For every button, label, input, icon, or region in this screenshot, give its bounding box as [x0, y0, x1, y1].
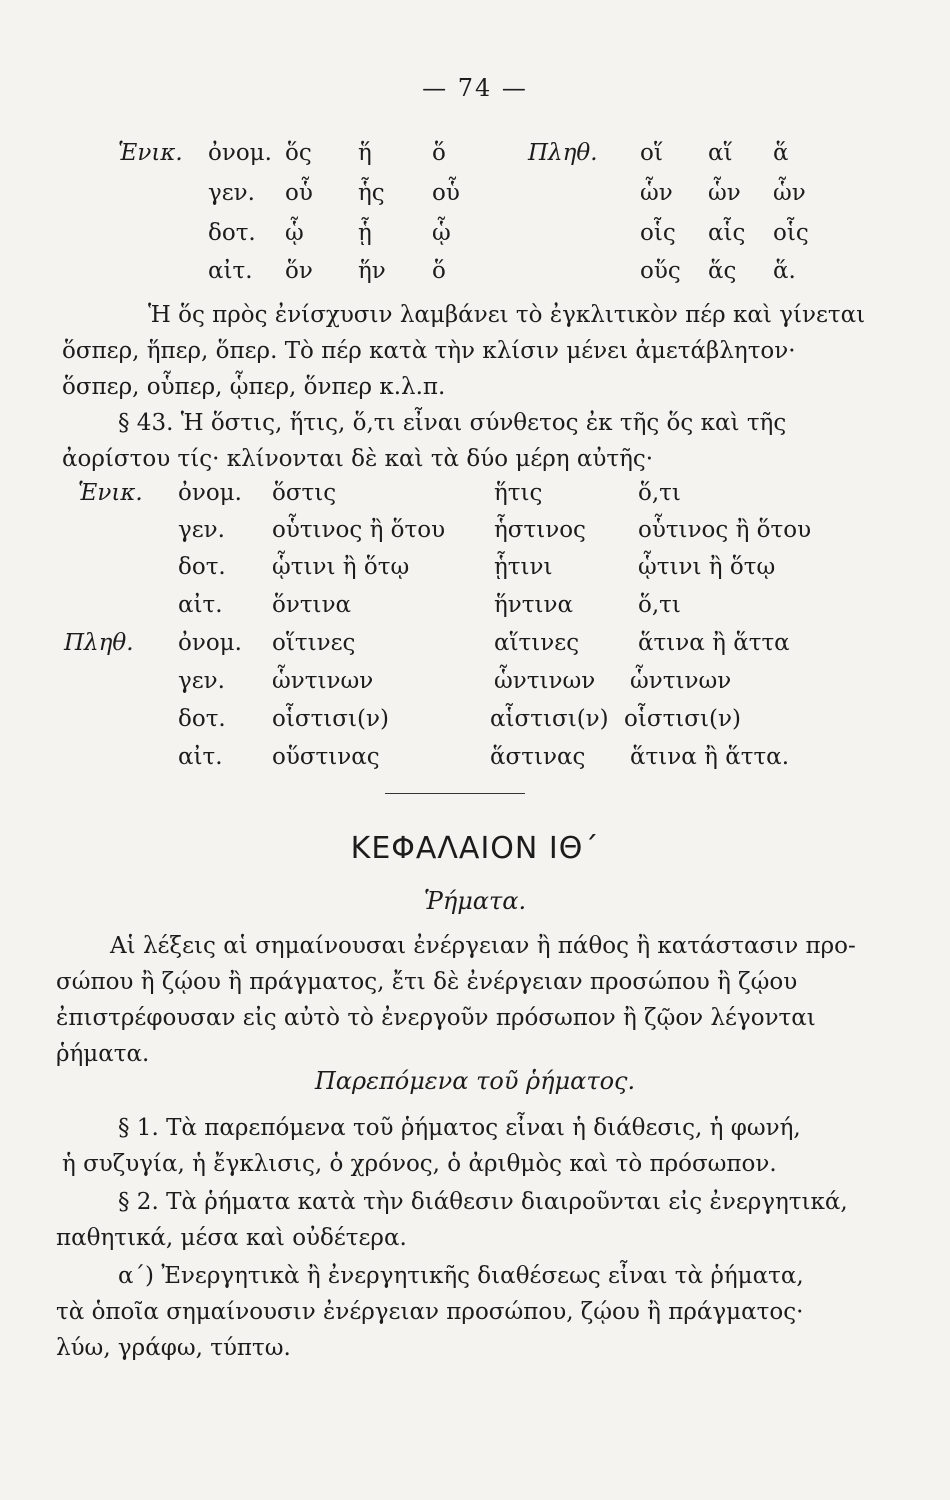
paragraph [62, 441, 653, 477]
masc-form: ὅν [285, 258, 313, 284]
text-line: ὅσπερ, οὗπερ, ᾧπερ, ὅνπερ κ.λ.π. [62, 374, 446, 400]
neut-form: ὅ [432, 258, 446, 284]
neut-form: οἷς [773, 220, 809, 246]
neut-form: οὗ [432, 180, 460, 206]
case-label: δοτ. [208, 220, 256, 246]
case-label: δοτ. [178, 554, 226, 580]
masc-form: ὅντινα [272, 592, 352, 618]
masc-form: οἷστισι(ν) [272, 706, 389, 732]
fem-form: ἥτις [494, 480, 543, 506]
paragraph [118, 1110, 801, 1146]
case-label: αἰτ. [178, 592, 223, 618]
case-label: ὀνομ. [178, 630, 242, 656]
text-line: λύω, γράφω, τύπτω. [56, 1335, 291, 1361]
paragraph [110, 928, 856, 964]
case-label: γεν. [178, 517, 225, 543]
paragraph [56, 964, 816, 1072]
neut-form: ὅ,τι [638, 480, 681, 506]
case-label: γεν. [208, 180, 255, 206]
table-row [0, 258, 950, 288]
paragraph [148, 297, 865, 333]
fem-form: ἥντινα [494, 592, 574, 618]
number-label: Πληθ. [64, 630, 134, 656]
fem-form: ὧντινων [494, 668, 596, 694]
table-row [0, 554, 950, 584]
neut-form: οἷστισι(ν) [624, 706, 741, 732]
neut-form: ᾧ [432, 220, 451, 246]
masc-form: ᾧ [285, 220, 304, 246]
masc-form: ὧντινων [272, 668, 374, 694]
paragraph [62, 333, 796, 405]
fem-form: αἵτινες [494, 630, 580, 656]
neut-form: ἅτινα ἢ ἅττα [638, 630, 790, 656]
table-row [0, 668, 950, 698]
neut-form: ἅ [773, 140, 789, 166]
table-row [0, 480, 950, 510]
text-line: Ἡ ὅς πρὸς ἐνίσχυσιν λαμβάνει τὸ ἐγκλιτικὸν πέρ καὶ γίνεται [148, 302, 866, 328]
fem-form: ἅς [708, 258, 737, 284]
masc-form: ὧν [640, 180, 673, 206]
fem-form: ὧν [708, 180, 741, 206]
fem-form: αἷστισι(ν) [490, 706, 609, 732]
fem-form: ἥν [358, 258, 386, 284]
text-line: ἀορίστου τίς· κλίνονται δὲ καὶ τὰ δύο μέρη αὐτῆς· [62, 446, 654, 472]
table-row [0, 592, 950, 622]
text-line: παθητικά, μέσα καὶ οὐδέτερα. [56, 1225, 407, 1251]
fem-form: ἅστινας [490, 744, 586, 770]
case-label: αἰτ. [178, 744, 223, 770]
case-label: αἰτ. [208, 258, 253, 284]
masc-form: οὕστινας [272, 744, 380, 770]
neut-form: ὧν [773, 180, 806, 206]
neut-form: ἅτινα ἢ ἅττα. [630, 744, 790, 770]
neut-form: οὗτινος ἢ ὅτου [638, 517, 812, 543]
text-line: ὅσπερ, ἥπερ, ὅπερ. Τὸ πέρ κατὰ τὴν κλίσιν μένει ἀμετάβλητον· [62, 338, 796, 364]
number-label: Ἑνικ. [78, 480, 143, 506]
neut-form: ὅ [432, 140, 446, 166]
case-label: ὀνομ. [178, 480, 242, 506]
neut-form: ᾧτινι ἢ ὅτῳ [638, 554, 776, 580]
text-line: α΄) Ἐνεργητικὰ ἢ ἐνεργητικῆς διαθέσεως εἶναι τὰ ῥήματα, [118, 1263, 804, 1289]
table-row [0, 630, 950, 660]
page-number: — 74 — [422, 74, 528, 102]
text-line: ἐπιστρέφουσαν εἰς αὐτὸ τὸ ἐνεργοῦν πρόσωπον ἢ ζῷον λέγονται [56, 1005, 816, 1031]
section-divider [385, 793, 525, 794]
text-line: ῥήματα. [56, 1041, 150, 1067]
plural-label: Πληθ. [528, 140, 598, 166]
masc-form: οἷς [640, 220, 676, 246]
masc-form: οἵ [640, 140, 663, 166]
paragraph [62, 1146, 777, 1182]
masc-form: ᾧτινι ἢ ὅτῳ [272, 554, 410, 580]
chapter-subtitle: Ῥήματα. [423, 887, 527, 915]
table-row [0, 220, 950, 250]
table-row [0, 140, 950, 170]
fem-form: αἷς [708, 220, 746, 246]
neut-form: ὧντινων [630, 668, 732, 694]
text-line: ἡ συζυγία, ἡ ἔγκλισις, ὁ χρόνος, ὁ ἀριθμὸς καὶ τὸ πρόσωπον. [62, 1151, 777, 1177]
paragraph [56, 1294, 803, 1366]
table-row [0, 180, 950, 210]
masc-form: ὅς [285, 140, 312, 166]
masc-form: ὅστις [272, 480, 337, 506]
text-line: § 43. Ἡ ὅστις, ἥτις, ὅ,τι εἶναι σύνθετος ἐκ τῆς ὅς καὶ τῆς [118, 410, 787, 436]
neut-form: ἅ. [773, 258, 796, 284]
case-label: δοτ. [178, 706, 226, 732]
case-label: ὀνομ. [208, 140, 272, 166]
fem-form: ἧς [358, 180, 385, 206]
table-row [0, 517, 950, 547]
masc-form: οὗτινος ἢ ὅτου [272, 517, 446, 543]
text-line: § 1. Τὰ παρεπόμενα τοῦ ῥήματος εἶναι ἡ διάθεσις, ἡ φωνή, [118, 1115, 801, 1141]
number-label: Ἑνικ. [118, 140, 183, 166]
text-line: τὰ ὁποῖα σημαίνουσιν ἐνέργειαν προσώπου, ζῴου ἢ πράγματος· [56, 1299, 804, 1325]
chapter-title: ΚΕΦΑΛΑΙΟΝ ΙΘ΄ [350, 831, 600, 866]
fem-form: ἥ [358, 140, 372, 166]
text-line: Αἱ λέξεις αἱ σημαίνουσαι ἐνέργειαν ἢ πάθος ἢ κατάστασιν προ- [110, 933, 856, 959]
section-title: Παρεπόμενα τοῦ ῥήματος. [314, 1067, 636, 1095]
paragraph [56, 1220, 407, 1256]
paragraph [118, 1184, 848, 1220]
paragraph [118, 1258, 804, 1294]
case-label: γεν. [178, 668, 225, 694]
fem-form: ᾗ [358, 220, 372, 246]
fem-form: αἵ [708, 140, 733, 166]
text-line: § 2. Τὰ ῥήματα κατὰ τὴν διάθεσιν διαιροῦνται εἰς ἐνεργητικά, [118, 1189, 848, 1215]
table-row [0, 706, 950, 736]
neut-form: ὅ,τι [638, 592, 681, 618]
fem-form: ᾗτινι [494, 554, 553, 580]
masc-form: οἵτινες [272, 630, 356, 656]
paragraph [118, 405, 786, 441]
masc-form: οὕς [640, 258, 681, 284]
masc-form: οὗ [285, 180, 313, 206]
text-line: σώπου ἢ ζῴου ἢ πράγματος, ἔτι δὲ ἐνέργειαν προσώπου ἢ ζῴου [56, 969, 798, 995]
fem-form: ἧστινος [494, 517, 586, 543]
table-row [0, 744, 950, 774]
